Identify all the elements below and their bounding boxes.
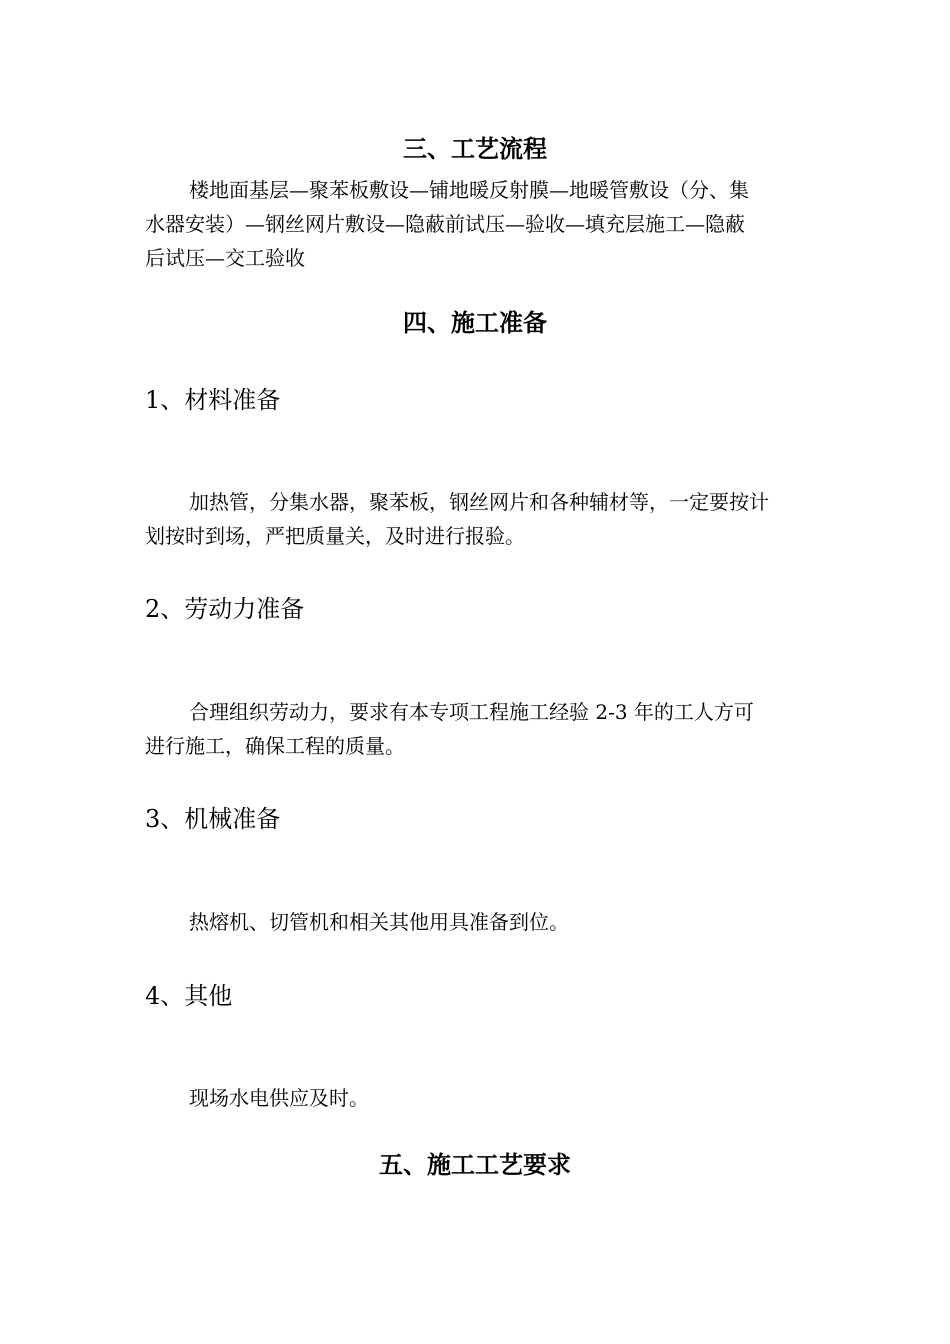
subsection-3-paragraph: [145, 905, 807, 939]
section-3-paragraph: [145, 173, 807, 275]
paragraph-line: 水器安装）—钢丝网片敷设—隐蔽前试压—验收—填充层施工—隐蔽: [145, 212, 745, 236]
subsection-1-heading: 1、材料准备: [145, 386, 281, 414]
subsection-2-heading: 2、劳动力准备: [145, 595, 305, 623]
paragraph-line: 楼地面基层—聚苯板敷设—铺地暖反射膜—地暖管敷设（分、集: [189, 178, 749, 202]
subsection-3-heading: 3、机械准备: [145, 805, 281, 833]
paragraph-line: 热熔机、切管机和相关其他用具准备到位。: [189, 910, 569, 934]
section-3-heading: 三、工艺流程: [403, 134, 547, 163]
section-4-heading: 四、施工准备: [403, 308, 547, 337]
paragraph-line: 加热管，分集水器，聚苯板，钢丝网片和各种辅材等，一定要按计: [189, 490, 769, 514]
section-5-heading: 五、施工工艺要求: [379, 1150, 571, 1179]
paragraph-line: 进行施工，确保工程的质量。: [145, 734, 405, 758]
paragraph-line: 现场水电供应及时。: [189, 1086, 369, 1110]
paragraph-line: 合理组织劳动力，要求有本专项工程施工经验 2-3 年的工人方可: [189, 700, 754, 724]
subsection-4-paragraph: [145, 1081, 807, 1115]
paragraph-line: 后试压—交工验收: [145, 246, 305, 270]
subsection-1-paragraph: [145, 485, 807, 553]
subsection-4-heading: 4、其他: [145, 982, 233, 1010]
subsection-2-paragraph: [145, 695, 807, 763]
paragraph-line: 划按时到场，严把质量关，及时进行报验。: [145, 524, 525, 548]
